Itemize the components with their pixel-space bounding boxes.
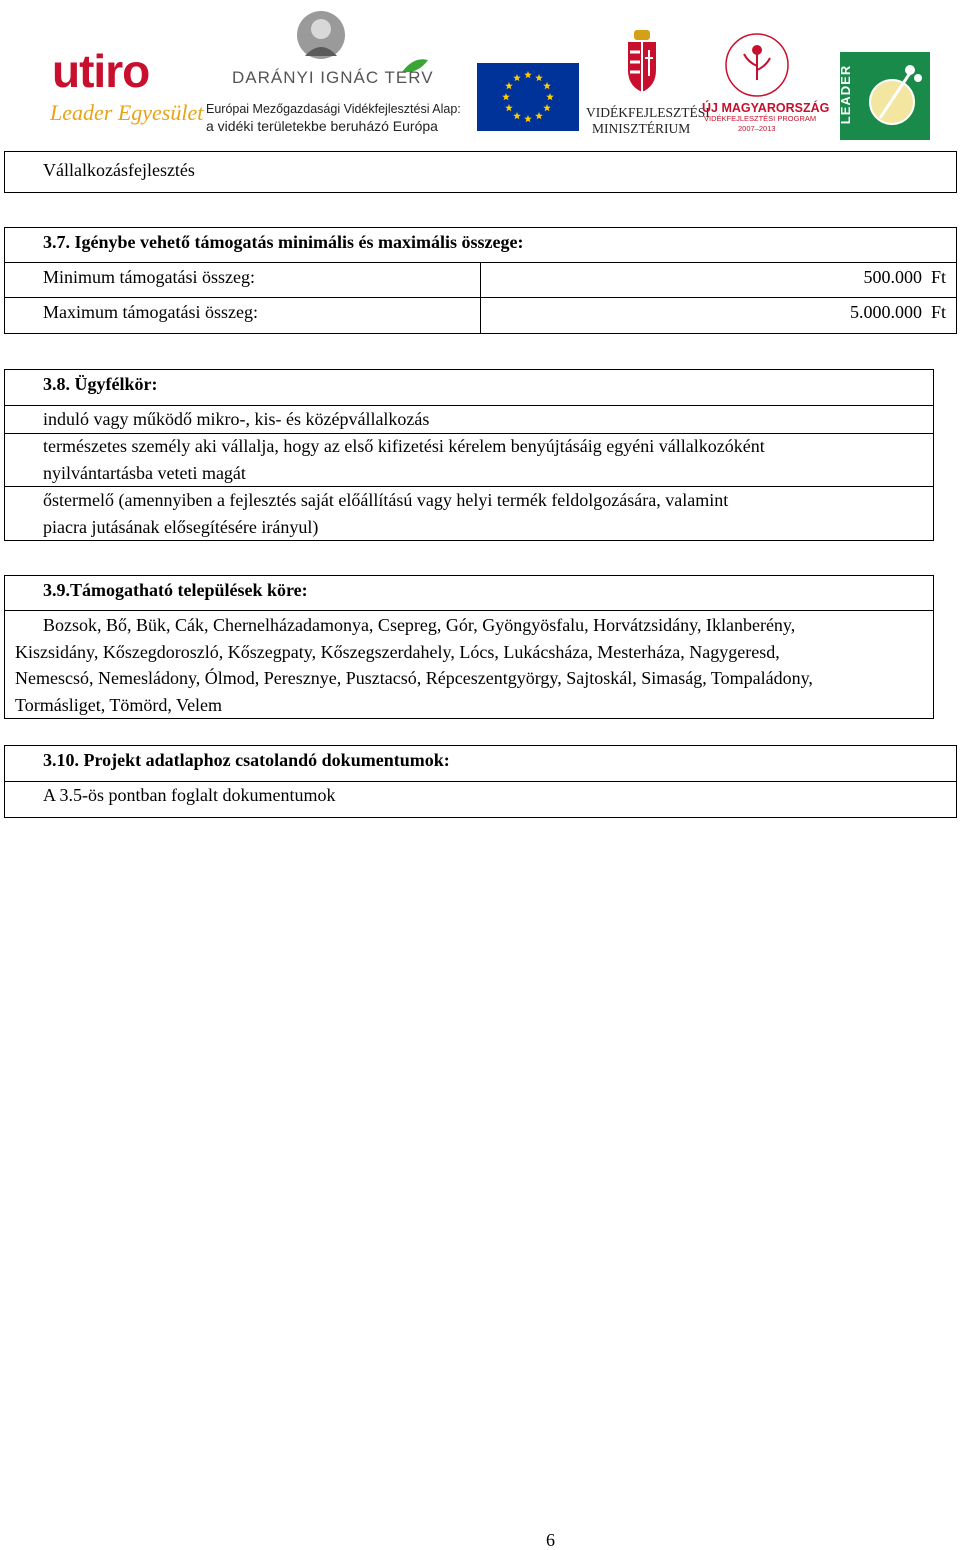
uj-magyarorszag-logo <box>702 32 830 136</box>
section-top-box <box>4 151 957 193</box>
section-38-box <box>4 369 934 541</box>
clientele-item-2-line2: nyilvántartásba veteti magát <box>43 463 246 483</box>
max-label: Maximum támogatási összeg: <box>43 302 258 322</box>
column-divider <box>480 262 481 334</box>
uj-magyarorszag-line2: VIDÉKFEJLESZTÉSI PROGRAM <box>704 114 817 123</box>
daranyi-title: DARÁNYI IGNÁC TERV <box>232 68 434 87</box>
min-label: Minimum támogatási összeg: <box>43 267 255 287</box>
ministry-logo <box>586 30 710 136</box>
row-divider <box>5 405 933 406</box>
row-divider <box>5 781 956 782</box>
row-divider <box>5 486 933 487</box>
max-value: 5.000.000 Ft <box>849 302 946 322</box>
daranyi-ignac-terv-logo <box>204 6 472 136</box>
section-37-heading: 3.7. Igénybe vehető támogatás minimális és maximális összege: <box>43 232 524 252</box>
section-39-box <box>4 575 934 719</box>
row-divider <box>5 610 933 611</box>
utiro-subtitle: Leader Egyesület <box>50 100 204 125</box>
utiro-wordmark: utiro <box>52 45 150 97</box>
portrait-icon <box>296 8 346 62</box>
utiro-leader-logo <box>48 45 204 134</box>
settlements-line-1: Bozsok, Bő, Bük, Cák, Chernelházadamonya, Csepreg, Gór, Gyöngyösfalu, Horvátzsidány, Iklanberény, <box>43 615 796 635</box>
clientele-item-3-line2: piacra jutásának elősegítésére irányul) <box>43 517 319 537</box>
leader-logo <box>840 52 930 140</box>
eu-flag-icon <box>477 63 579 131</box>
clientele-item-1: induló vagy működő mikro-, kis- és középvállalkozás <box>43 409 430 429</box>
clientele-item-2-line1: természetes személy aki vállalja, hogy az első kifizetési kérelem benyújtásáig egyéni vállalkozóként <box>43 436 765 456</box>
uj-magyarorszag-line1: ÚJ MAGYARORSZÁG <box>702 101 830 115</box>
section-39-heading: 3.9.Támogatható települések köre: <box>43 580 308 600</box>
page-number: 6 <box>546 1530 555 1550</box>
section-310-box <box>4 745 957 818</box>
section-310-text: A 3.5-ös pontban foglalt dokumentumok <box>43 785 336 805</box>
section-310-heading: 3.10. Projekt adatlaphoz csatolandó dokumentumok: <box>43 750 450 770</box>
settlements-line-4: Tormásliget, Tömörd, Velem <box>15 695 223 715</box>
settlements-line-2: Kiszsidány, Kőszegdoroszló, Kőszegpaty, Kőszegszerdahely, Lócs, Lukácsháza, Mesterháza, Nagygeresd, <box>15 642 780 662</box>
clientele-item-3-line1: őstermelő (amennyiben a fejlesztés saját előállítású vagy helyi termék feldolgozására, valamint <box>43 490 729 510</box>
logo-row <box>0 0 960 148</box>
row-divider <box>5 433 933 434</box>
daranyi-line2: a vidéki területekbe beruházó Európa <box>206 118 438 134</box>
uj-magyarorszag-line3: 2007–2013 <box>738 124 776 133</box>
leader-wordmark: LEADER <box>838 64 854 125</box>
leader-emblem-icon <box>862 60 924 130</box>
ministry-line2: MINISZTÉRIUM <box>592 121 691 136</box>
section-38-heading: 3.8. Ügyfélkör: <box>43 374 158 394</box>
daranyi-line1: Európai Mezőgazdasági Vidékfejlesztési Alap: <box>206 102 461 116</box>
ministry-line1: VIDÉKFEJLESZTÉSI <box>586 105 710 120</box>
tulip-icon <box>724 32 790 98</box>
coat-of-arms-icon <box>625 30 659 94</box>
section-37-table <box>4 227 957 334</box>
min-value: 500.000 Ft <box>863 267 946 287</box>
settlements-line-3: Nemescsó, Nemesládony, Ólmod, Peresznye, Pusztacsó, Répceszentgyörgy, Sajtoskál, Simaság, Tompaládony, <box>15 668 813 688</box>
section-top-text: Vállalkozásfejlesztés <box>43 160 195 180</box>
